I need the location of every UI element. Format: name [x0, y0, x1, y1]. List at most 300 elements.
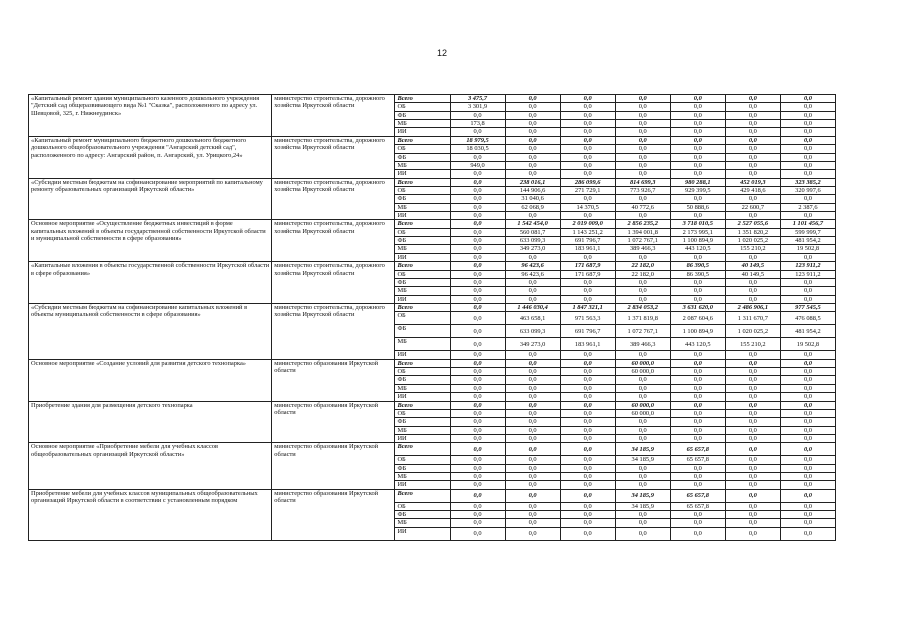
- amount-cell: 0,0: [560, 128, 615, 136]
- amount-cell: 0,0: [450, 376, 505, 384]
- amount-cell: 1 311 670,7: [725, 312, 780, 325]
- amount-cell: 0,0: [670, 145, 725, 153]
- amount-cell: 0,0: [505, 502, 560, 510]
- amount-cell: 949,0: [450, 161, 505, 169]
- amount-cell: 60 000,0: [615, 401, 670, 409]
- amount-cell: 0,0: [505, 287, 560, 295]
- amount-cell: 0,0: [670, 153, 725, 161]
- amount-cell: 0,0: [505, 111, 560, 119]
- amount-cell: 0,0: [450, 527, 505, 540]
- amount-cell: 2 087 604,6: [670, 312, 725, 325]
- funding-source: Всего: [395, 359, 450, 367]
- amount-cell: 0,0: [780, 489, 835, 502]
- amount-cell: 0,0: [780, 376, 835, 384]
- amount-cell: 691 796,7: [560, 237, 615, 245]
- amount-cell: 0,0: [505, 253, 560, 261]
- amount-cell: 183 961,1: [560, 338, 615, 351]
- amount-cell: 0,0: [780, 511, 835, 519]
- amount-cell: 0,0: [725, 384, 780, 392]
- amount-cell: 481 954,2: [780, 237, 835, 245]
- activity-description: «Субсидии местным бюджетам на софинансирование мероприятий по капитальному ремонту образовательных организаций Иркутской области»: [29, 178, 272, 220]
- amount-cell: 0,0: [725, 111, 780, 119]
- activity-description: «Субсидии местным бюджетам на софинансирование капитальных вложений в объекты муниципальной собственности в сфере образования»: [29, 303, 272, 359]
- amount-cell: 2 527 055,6: [725, 220, 780, 228]
- amount-cell: 323 385,2: [780, 178, 835, 186]
- amount-cell: 0,0: [780, 434, 835, 442]
- amount-cell: 0,0: [725, 473, 780, 481]
- amount-cell: 0,0: [615, 95, 670, 103]
- amount-cell: 0,0: [505, 295, 560, 303]
- amount-cell: 389 466,3: [615, 245, 670, 253]
- amount-cell: 0,0: [450, 418, 505, 426]
- amount-cell: 0,0: [615, 195, 670, 203]
- amount-cell: 0,0: [615, 393, 670, 401]
- amount-cell: 0,0: [450, 481, 505, 489]
- amount-cell: 0,0: [450, 111, 505, 119]
- amount-cell: 0,0: [725, 95, 780, 103]
- table-row: [29, 262, 836, 270]
- amount-cell: 0,0: [450, 338, 505, 351]
- amount-cell: 0,0: [615, 128, 670, 136]
- amount-cell: 1 072 767,1: [615, 325, 670, 338]
- amount-cell: 0,0: [670, 161, 725, 169]
- amount-cell: 0,0: [780, 359, 835, 367]
- amount-cell: 0,0: [725, 253, 780, 261]
- activity-description: Приобретение здания для размещения детского технопарка: [29, 401, 272, 443]
- amount-cell: 19 502,8: [780, 338, 835, 351]
- table-row: [29, 489, 836, 502]
- amount-cell: 0,0: [450, 195, 505, 203]
- amount-cell: 1 100 894,9: [670, 237, 725, 245]
- funding-source: Всего: [395, 401, 450, 409]
- amount-cell: 0,0: [450, 368, 505, 376]
- amount-cell: 0,0: [725, 502, 780, 510]
- amount-cell: 0,0: [560, 351, 615, 359]
- amount-cell: 0,0: [780, 120, 835, 128]
- amount-cell: 349 273,0: [505, 245, 560, 253]
- funding-table: [28, 94, 836, 541]
- funding-source: ОБ: [395, 368, 450, 376]
- funding-source: ИИ: [395, 351, 450, 359]
- amount-cell: 0,0: [780, 212, 835, 220]
- amount-cell: 0,0: [615, 426, 670, 434]
- amount-cell: 0,0: [560, 473, 615, 481]
- amount-cell: 0,0: [615, 145, 670, 153]
- amount-cell: 0,0: [670, 473, 725, 481]
- amount-cell: 452 019,3: [725, 178, 780, 186]
- amount-cell: 0,0: [450, 228, 505, 236]
- amount-cell: 0,0: [450, 186, 505, 194]
- amount-cell: 0,0: [560, 481, 615, 489]
- amount-cell: 0,0: [505, 519, 560, 527]
- funding-source: ИИ: [395, 481, 450, 489]
- amount-cell: 0,0: [725, 170, 780, 178]
- amount-cell: 2 019 009,0: [560, 220, 615, 228]
- amount-cell: 429 418,6: [725, 186, 780, 194]
- amount-cell: 2 387,6: [780, 203, 835, 211]
- amount-cell: 0,0: [780, 95, 835, 103]
- amount-cell: 0,0: [450, 295, 505, 303]
- amount-cell: 0,0: [505, 489, 560, 502]
- amount-cell: 1 847 321,1: [560, 303, 615, 311]
- amount-cell: 0,0: [615, 434, 670, 442]
- amount-cell: 34 185,9: [615, 443, 670, 456]
- amount-cell: 0,0: [505, 481, 560, 489]
- funding-source: МБ: [395, 161, 450, 169]
- amount-cell: 0,0: [505, 145, 560, 153]
- amount-cell: 1 072 767,1: [615, 237, 670, 245]
- amount-cell: 0,0: [725, 434, 780, 442]
- amount-cell: 0,0: [505, 401, 560, 409]
- amount-cell: 0,0: [450, 312, 505, 325]
- amount-cell: 0,0: [450, 489, 505, 502]
- funding-source: ФБ: [395, 237, 450, 245]
- amount-cell: 0,0: [560, 161, 615, 169]
- amount-cell: 389 466,3: [615, 338, 670, 351]
- amount-cell: 0,0: [670, 426, 725, 434]
- amount-cell: 31 040,6: [505, 195, 560, 203]
- amount-cell: 0,0: [615, 481, 670, 489]
- amount-cell: 22 182,0: [615, 262, 670, 270]
- amount-cell: 0,0: [670, 103, 725, 111]
- amount-cell: 0,0: [450, 511, 505, 519]
- amount-cell: 0,0: [450, 393, 505, 401]
- amount-cell: 0,0: [450, 178, 505, 186]
- responsible-executor: министерство образования Иркутской области: [272, 443, 395, 489]
- amount-cell: 0,0: [725, 351, 780, 359]
- amount-cell: 0,0: [505, 511, 560, 519]
- amount-cell: 1 101 456,7: [780, 220, 835, 228]
- amount-cell: 0,0: [725, 287, 780, 295]
- amount-cell: 0,0: [780, 527, 835, 540]
- amount-cell: 0,0: [615, 111, 670, 119]
- amount-cell: 0,0: [505, 278, 560, 286]
- amount-cell: 0,0: [670, 287, 725, 295]
- amount-cell: 0,0: [505, 409, 560, 417]
- amount-cell: 0,0: [725, 464, 780, 472]
- amount-cell: 980 288,1: [670, 178, 725, 186]
- funding-source: ОБ: [395, 456, 450, 464]
- amount-cell: 0,0: [725, 145, 780, 153]
- amount-cell: 0,0: [450, 245, 505, 253]
- amount-cell: 0,0: [560, 103, 615, 111]
- amount-cell: 0,0: [450, 278, 505, 286]
- amount-cell: 14 370,5: [560, 203, 615, 211]
- responsible-executor: министерство образования Иркутской области: [272, 489, 395, 540]
- amount-cell: 0,0: [450, 325, 505, 338]
- amount-cell: 0,0: [725, 393, 780, 401]
- responsible-executor: министерство строительства, дорожного хозяйства Иркутской области: [272, 262, 395, 304]
- amount-cell: 40 149,5: [725, 262, 780, 270]
- amount-cell: 0,0: [780, 170, 835, 178]
- responsible-executor: министерство строительства, дорожного хозяйства Иркутской области: [272, 136, 395, 178]
- amount-cell: 0,0: [505, 434, 560, 442]
- amount-cell: 0,0: [780, 519, 835, 527]
- responsible-executor: министерство строительства, дорожного хозяйства Иркутской области: [272, 178, 395, 220]
- amount-cell: 65 657,8: [670, 456, 725, 464]
- amount-cell: 929 399,5: [670, 186, 725, 194]
- amount-cell: 0,0: [670, 464, 725, 472]
- amount-cell: 0,0: [725, 103, 780, 111]
- amount-cell: 0,0: [505, 384, 560, 392]
- amount-cell: 0,0: [560, 519, 615, 527]
- amount-cell: 0,0: [615, 170, 670, 178]
- amount-cell: 0,0: [450, 426, 505, 434]
- amount-cell: 0,0: [560, 253, 615, 261]
- amount-cell: 0,0: [450, 473, 505, 481]
- funding-source: ИИ: [395, 393, 450, 401]
- amount-cell: 0,0: [560, 456, 615, 464]
- amount-cell: 599 999,7: [780, 228, 835, 236]
- table-row: [29, 359, 836, 367]
- funding-source: Всего: [395, 303, 450, 311]
- amount-cell: 773 926,7: [615, 186, 670, 194]
- amount-cell: 0,0: [780, 473, 835, 481]
- amount-cell: 0,0: [505, 161, 560, 169]
- amount-cell: 476 088,5: [780, 312, 835, 325]
- amount-cell: 0,0: [505, 359, 560, 367]
- amount-cell: 0,0: [780, 111, 835, 119]
- funding-source: МБ: [395, 338, 450, 351]
- amount-cell: 0,0: [780, 368, 835, 376]
- amount-cell: 1 394 001,8: [615, 228, 670, 236]
- amount-cell: 0,0: [615, 278, 670, 286]
- funding-source: ИИ: [395, 434, 450, 442]
- amount-cell: 0,0: [560, 153, 615, 161]
- amount-cell: 0,0: [505, 473, 560, 481]
- amount-cell: 60 000,0: [615, 409, 670, 417]
- amount-cell: 0,0: [450, 153, 505, 161]
- amount-cell: 1 351 820,2: [725, 228, 780, 236]
- amount-cell: 0,0: [725, 195, 780, 203]
- amount-cell: 0,0: [450, 519, 505, 527]
- funding-source: ФБ: [395, 153, 450, 161]
- amount-cell: 2 856 235,2: [615, 220, 670, 228]
- amount-cell: 0,0: [505, 418, 560, 426]
- amount-cell: 0,0: [780, 295, 835, 303]
- amount-cell: 0,0: [505, 443, 560, 456]
- amount-cell: 0,0: [780, 443, 835, 456]
- amount-cell: 0,0: [505, 527, 560, 540]
- amount-cell: 0,0: [560, 434, 615, 442]
- amount-cell: 183 961,1: [560, 245, 615, 253]
- amount-cell: 60 000,0: [615, 359, 670, 367]
- amount-cell: 0,0: [615, 384, 670, 392]
- funding-source: МБ: [395, 519, 450, 527]
- amount-cell: 0,0: [560, 464, 615, 472]
- amount-cell: 0,0: [560, 95, 615, 103]
- amount-cell: 0,0: [725, 212, 780, 220]
- funding-source: МБ: [395, 384, 450, 392]
- amount-cell: 0,0: [670, 359, 725, 367]
- amount-cell: 0,0: [505, 153, 560, 161]
- amount-cell: 0,0: [560, 376, 615, 384]
- table-row: [29, 178, 836, 186]
- funding-source: Всего: [395, 262, 450, 270]
- amount-cell: 0,0: [505, 170, 560, 178]
- amount-cell: 0,0: [450, 303, 505, 311]
- amount-cell: 0,0: [560, 393, 615, 401]
- funding-source: МБ: [395, 287, 450, 295]
- amount-cell: 86 390,5: [670, 262, 725, 270]
- funding-source: Всего: [395, 489, 450, 502]
- amount-cell: 0,0: [725, 295, 780, 303]
- amount-cell: 0,0: [505, 103, 560, 111]
- amount-cell: 0,0: [780, 278, 835, 286]
- amount-cell: 0,0: [505, 95, 560, 103]
- funding-source: ИИ: [395, 170, 450, 178]
- amount-cell: 0,0: [780, 426, 835, 434]
- amount-cell: 171 687,9: [560, 270, 615, 278]
- amount-cell: 0,0: [615, 120, 670, 128]
- amount-cell: 0,0: [670, 368, 725, 376]
- amount-cell: 0,0: [615, 464, 670, 472]
- responsible-executor: министерство строительства, дорожного хозяйства Иркутской области: [272, 303, 395, 359]
- amount-cell: 0,0: [450, 502, 505, 510]
- amount-cell: 0,0: [670, 136, 725, 144]
- table-row: [29, 95, 836, 103]
- amount-cell: 0,0: [780, 418, 835, 426]
- amount-cell: 0,0: [450, 464, 505, 472]
- amount-cell: 65 657,8: [670, 489, 725, 502]
- amount-cell: 0,0: [560, 384, 615, 392]
- amount-cell: 1 020 025,2: [725, 325, 780, 338]
- amount-cell: 0,0: [780, 456, 835, 464]
- funding-source: ИИ: [395, 527, 450, 540]
- amount-cell: 0,0: [780, 145, 835, 153]
- amount-cell: 1 100 894,9: [670, 325, 725, 338]
- amount-cell: 0,0: [670, 527, 725, 540]
- funding-source: ФБ: [395, 278, 450, 286]
- amount-cell: 0,0: [560, 145, 615, 153]
- amount-cell: 463 658,1: [505, 312, 560, 325]
- amount-cell: 3 475,7: [450, 95, 505, 103]
- amount-cell: 0,0: [725, 409, 780, 417]
- amount-cell: 0,0: [450, 456, 505, 464]
- funding-source: ФБ: [395, 511, 450, 519]
- amount-cell: 65 657,8: [670, 443, 725, 456]
- amount-cell: 0,0: [725, 489, 780, 502]
- funding-source: ФБ: [395, 325, 450, 338]
- amount-cell: 0,0: [725, 511, 780, 519]
- amount-cell: 0,0: [450, 434, 505, 442]
- amount-cell: 0,0: [560, 111, 615, 119]
- amount-cell: 0,0: [670, 376, 725, 384]
- responsible-executor: министерство строительства, дорожного хозяйства Иркутской области: [272, 95, 395, 137]
- amount-cell: 0,0: [450, 384, 505, 392]
- amount-cell: 0,0: [780, 401, 835, 409]
- amount-cell: 60 000,0: [615, 368, 670, 376]
- funding-source: ФБ: [395, 464, 450, 472]
- activity-description: «Капитальный ремонт здания муниципального казенного дошкольного учреждения "Детский сад общеразвивающего вида №1 "Сказка", расположенного по адресу ул. Шевцовой, 325, г. Нижнеудинск»: [29, 95, 272, 137]
- amount-cell: 0,0: [505, 368, 560, 376]
- funding-source: ОБ: [395, 270, 450, 278]
- responsible-executor: министерство образования Иркутской области: [272, 401, 395, 443]
- amount-cell: 0,0: [615, 473, 670, 481]
- table-body: [29, 95, 836, 541]
- amount-cell: 0,0: [780, 464, 835, 472]
- amount-cell: 0,0: [560, 170, 615, 178]
- amount-cell: 0,0: [725, 161, 780, 169]
- amount-cell: 0,0: [670, 401, 725, 409]
- amount-cell: 0,0: [505, 351, 560, 359]
- amount-cell: 171 687,9: [560, 262, 615, 270]
- amount-cell: 0,0: [670, 434, 725, 442]
- amount-cell: 0,0: [780, 393, 835, 401]
- amount-cell: 0,0: [725, 278, 780, 286]
- funding-source: Всего: [395, 220, 450, 228]
- funding-source: Всего: [395, 443, 450, 456]
- amount-cell: 0,0: [670, 111, 725, 119]
- amount-cell: 0,0: [450, 359, 505, 367]
- amount-cell: 349 273,0: [505, 338, 560, 351]
- amount-cell: 155 210,2: [725, 338, 780, 351]
- amount-cell: 238 016,1: [505, 178, 560, 186]
- amount-cell: 0,0: [505, 128, 560, 136]
- amount-cell: 0,0: [780, 195, 835, 203]
- amount-cell: 633 099,3: [505, 325, 560, 338]
- amount-cell: 0,0: [450, 253, 505, 261]
- amount-cell: 0,0: [780, 128, 835, 136]
- amount-cell: 0,0: [780, 384, 835, 392]
- page-number: 12: [437, 48, 448, 58]
- funding-source: ФБ: [395, 418, 450, 426]
- amount-cell: 0,0: [560, 287, 615, 295]
- funding-source: ОБ: [395, 145, 450, 153]
- amount-cell: 1 020 025,2: [725, 237, 780, 245]
- amount-cell: 0,0: [670, 393, 725, 401]
- amount-cell: 0,0: [725, 456, 780, 464]
- amount-cell: 22 182,0: [615, 270, 670, 278]
- amount-cell: 22 600,7: [725, 203, 780, 211]
- funding-source: Всего: [395, 178, 450, 186]
- amount-cell: 0,0: [560, 511, 615, 519]
- amount-cell: 19 502,8: [780, 245, 835, 253]
- amount-cell: 0,0: [780, 481, 835, 489]
- amount-cell: 0,0: [505, 393, 560, 401]
- amount-cell: 0,0: [670, 212, 725, 220]
- amount-cell: 286 099,6: [560, 178, 615, 186]
- amount-cell: 320 997,6: [780, 186, 835, 194]
- amount-cell: 2 486 906,1: [725, 303, 780, 311]
- amount-cell: 0,0: [670, 278, 725, 286]
- amount-cell: 34 185,9: [615, 456, 670, 464]
- amount-cell: 0,0: [670, 128, 725, 136]
- funding-source: МБ: [395, 426, 450, 434]
- funding-source: ФБ: [395, 376, 450, 384]
- amount-cell: 481 954,2: [780, 325, 835, 338]
- activity-description: «Капитальный ремонт муниципального бюджетного дошкольного бюджетного дошкольного общеобразовательного учреждения "Ангарский детский сад", расположенного по адресу: Ангарский район, п. Ангарский, ул. Урицкого,24»: [29, 136, 272, 178]
- amount-cell: 0,0: [615, 511, 670, 519]
- amount-cell: 0,0: [725, 527, 780, 540]
- table-row: [29, 401, 836, 409]
- amount-cell: 443 120,5: [670, 338, 725, 351]
- amount-cell: 0,0: [560, 278, 615, 286]
- funding-source: ОБ: [395, 103, 450, 111]
- amount-cell: 0,0: [450, 128, 505, 136]
- funding-source: ОБ: [395, 228, 450, 236]
- funding-source: МБ: [395, 203, 450, 211]
- amount-cell: 123 911,2: [780, 270, 835, 278]
- amount-cell: 0,0: [780, 287, 835, 295]
- amount-cell: 0,0: [560, 212, 615, 220]
- amount-cell: 0,0: [560, 502, 615, 510]
- amount-cell: 0,0: [450, 220, 505, 228]
- amount-cell: 0,0: [780, 351, 835, 359]
- amount-cell: 3 301,9: [450, 103, 505, 111]
- amount-cell: 633 099,3: [505, 237, 560, 245]
- amount-cell: 0,0: [670, 519, 725, 527]
